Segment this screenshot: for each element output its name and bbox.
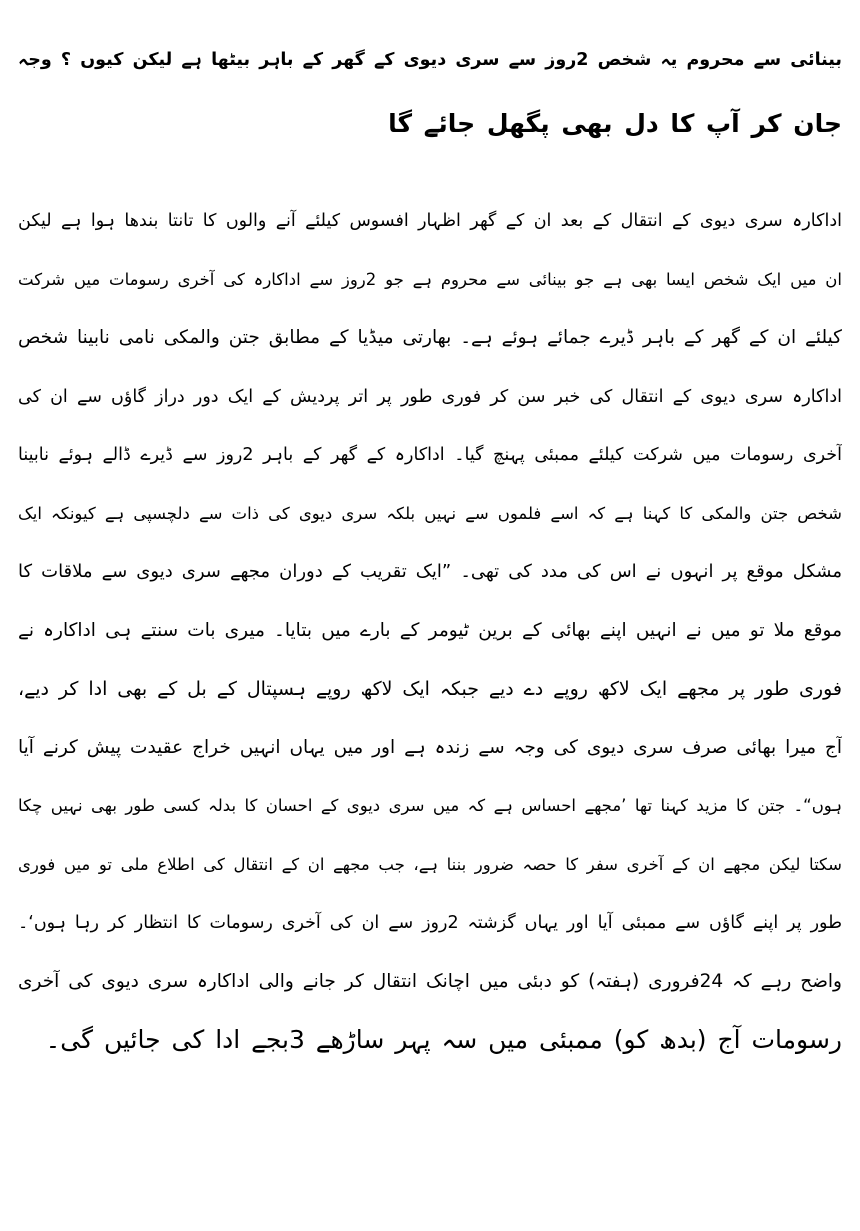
- body-line: ان میں ایک شخص ایسا بھی ہے جو بینائی سے محروم ہے جو 2روز سے اداکارہ کی آخری رسومات میں شرکت: [18, 269, 842, 289]
- body-line: آج میرا بھائی صرف سری دیوی کی وجہ سے زندہ ہے اور میں یہاں انہیں خراج عقیدت پیش کرنے آیا: [18, 736, 842, 758]
- body-line: اداکارہ سری دیوی کے انتقال کی خبر سن کر فوری طور پر اتر پردیش کے ایک دور دراز گاؤں سے ان کی: [18, 386, 842, 407]
- headline-line: جان کر آپ کا دل بھی پگھل جائے گا: [388, 109, 842, 138]
- body-line: آخری رسومات میں شرکت کیلئے ممبئی پہنچ گیا۔ اداکارہ کے گھر کے باہر 2روز سے ڈیرے ڈالے ہوئے نابینا: [18, 445, 842, 465]
- article-body: [18, 192, 842, 1070]
- body-line: فوری طور پر مجھے ایک لاکھ روپے دے دیے جبکہ ایک لاکھ روپے ہسپتال کے بل کے بھی ادا کر دیے،: [18, 678, 842, 700]
- body-line: سکتا لیکن مجھے ان کے آخری سفر کا حصہ ضرور بننا ہے، جب مجھے ان کے انتقال کی اطلاع ملی تو میں فوری: [18, 854, 842, 874]
- body-line: کیلئے ان کے گھر کے باہر ڈیرے جمائے ہوئے ہے۔ بھارتی میڈیا کے مطابق جتن والمکی نامی نابینا شخص: [18, 327, 842, 348]
- article-headline: [18, 28, 842, 156]
- body-line: موقع ملا تو میں نے انہیں اپنے بھائی کے برین ٹیومر کے بارے میں بتایا۔ میری بات سنتے ہی اداکارہ نے: [18, 619, 842, 641]
- body-line: شخص جتن والمکی کا کہنا ہے کہ اسے فلموں سے نہیں بلکہ سری دیوی کی ذات سے دلچسپی ہے کیونکہ ایک: [18, 503, 842, 523]
- body-line: رسومات آج (بدھ کو) ممبئی میں سہ پہر ساڑھے 3بجے ادا کی جائیں گی۔: [45, 1025, 842, 1054]
- body-line: ہوں“۔ جتن کا مزید کہنا تھا ’مجھے احساس ہے کہ میں سری دیوی کے احسان کا بدلہ کسی طور بھی نہیں چکا: [18, 796, 842, 815]
- body-line: طور پر اپنے گاؤں سے ممبئی آیا اور یہاں گزشتہ 2روز سے ان کی آخری رسومات کا انتظار کر رہا ہوں‘۔: [18, 913, 842, 933]
- body-line: واضح رہے کہ 24فروری (ہفتہ) کو دبئی میں اچانک انتقال کر جانے والی اداکارہ سری دیوی کی آخری: [18, 970, 842, 992]
- headline-line: بینائی سے محروم یہ شخص 2روز سے سری دیوی کے گھر کے باہر بیٹھا ہے لیکن کیوں ؟ وجہ: [18, 50, 842, 70]
- body-line: مشکل موقع پر انہوں نے اس کی مدد کی تھی۔ ”ایک تقریب کے دوران مجھے سری دیوی سے ملاقات کا: [18, 561, 842, 582]
- body-line: اداکارہ سری دیوی کے انتقال کے بعد ان کے گھر اظہار افسوس کیلئے آنے والوں کا تانتا بندھا ہوا ہے لیکن: [18, 211, 842, 231]
